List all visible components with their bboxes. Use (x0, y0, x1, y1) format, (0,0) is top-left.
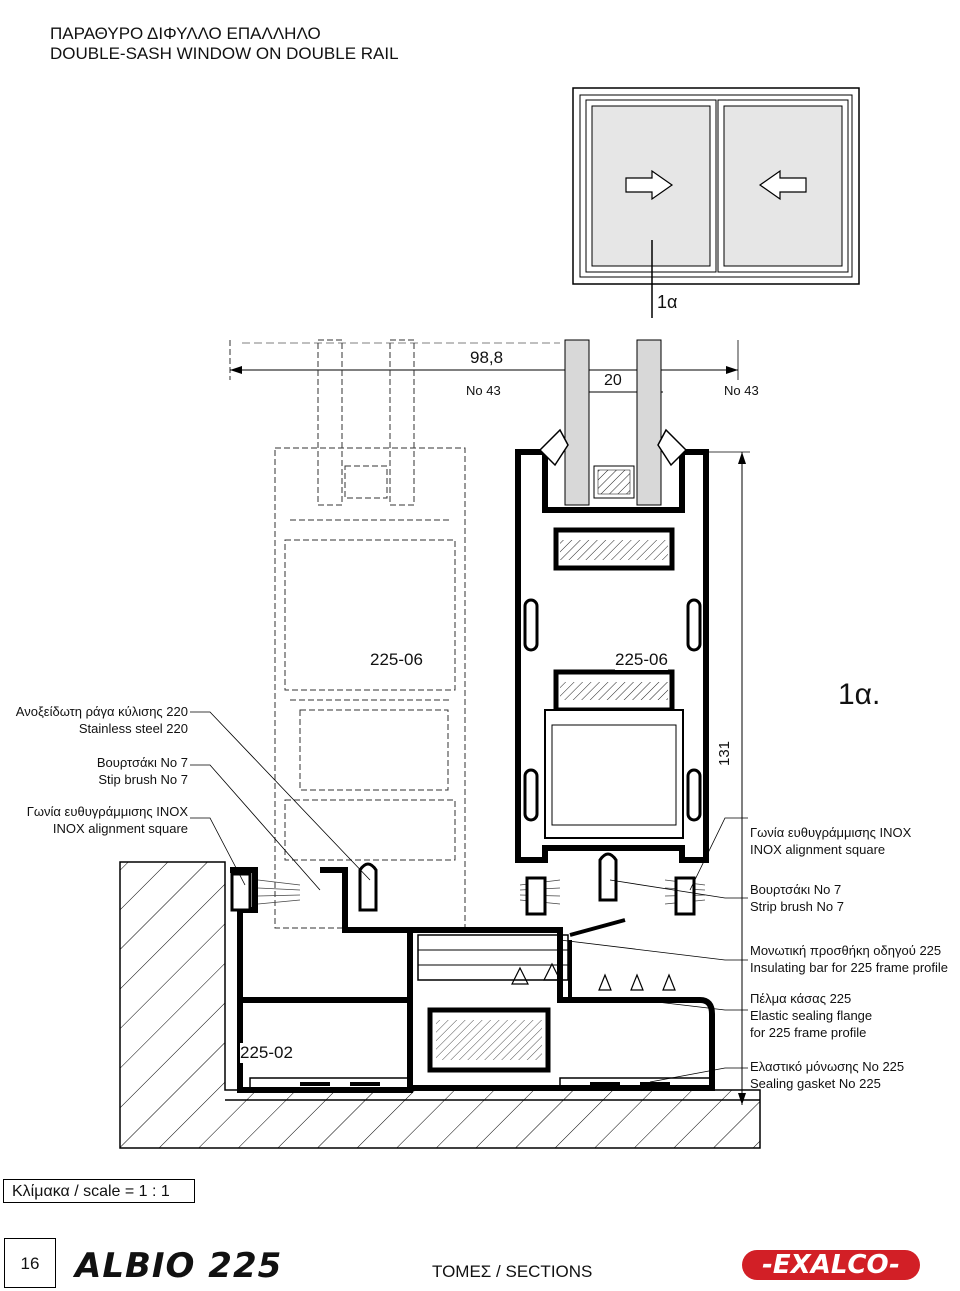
note-brush-greek: Βουρτσάκι Νο 7 (96, 755, 188, 770)
company-logo: -EXALCO- (742, 1250, 920, 1280)
note-right-brush-2: Strip brush No 7 (750, 899, 844, 914)
dim-overall-width: 98,8 (470, 348, 504, 367)
note-square-greek: Γωνία ευθυγράμμισης INOX (26, 804, 188, 819)
strip-brushes (258, 880, 705, 904)
note-rail-greek: Ανοξείδωτη ράγα κύλισης 220 (15, 704, 188, 719)
page-number: 16 (4, 1238, 56, 1288)
profile-frame: 225-02 (240, 1043, 293, 1062)
dim-glass: 20 (604, 372, 622, 389)
section-label: ΤΟΜΕΣ / SECTIONS (432, 1262, 593, 1281)
section-marker: 1α (657, 292, 678, 312)
scale-label: Κλίμακα / scale = 1 : 1 (3, 1179, 195, 1203)
gasket-right-label: No 43 (724, 383, 759, 398)
alignment-squares (232, 854, 694, 914)
note-right-bar-2: Insulating bar for 225 frame profile (750, 960, 948, 975)
window-elevation (573, 88, 859, 318)
note-right-gasket-1: Ελαστικό μόνωσης Νο 225 (750, 1059, 905, 1074)
title-greek: ΠΑΡΑΘΥΡΟ ΔΙΦΥΛΛΟ ΕΠΑΛΛΗΛΟ (50, 24, 321, 43)
glass-pane (565, 340, 661, 505)
note-right-square-2: INOX alignment square (750, 842, 886, 857)
title-english: DOUBLE-SASH WINDOW ON DOUBLE RAIL (50, 44, 399, 63)
sash-left-hidden (275, 340, 465, 928)
note-square-english: INOX alignment square (52, 821, 188, 836)
note-brush-english: Stip brush No 7 (98, 772, 188, 787)
note-right-flange-1: Πέλμα κάσας 225 (750, 991, 852, 1006)
footer (0, 1232, 960, 1290)
wall-section (120, 862, 760, 1148)
note-right-brush-1: Βουρτσάκι Νο 7 (750, 882, 842, 897)
brand-logo: ALBIO 225 (75, 1246, 283, 1286)
dim-height: 131 (716, 740, 733, 766)
section-title: 1α. (838, 678, 881, 711)
note-right-bar-1: Μονωτική προσθήκη οδηγού 225 (750, 943, 942, 958)
gasket-left-label: No 43 (466, 383, 501, 398)
note-right-flange-3: for 225 frame profile (750, 1025, 867, 1040)
note-right-flange-2: Elastic sealing flange (750, 1008, 873, 1023)
note-right-square-1: Γωνία ευθυγράμμισης INOX (750, 825, 912, 840)
frame-profile (230, 870, 712, 1090)
profile-sash-left: 225-06 (370, 650, 423, 669)
note-right-gasket-2: Sealing gasket No 225 (750, 1076, 881, 1091)
profile-sash-right: 225-06 (615, 650, 668, 669)
note-rail-english: Stainless steel 220 (78, 721, 188, 736)
